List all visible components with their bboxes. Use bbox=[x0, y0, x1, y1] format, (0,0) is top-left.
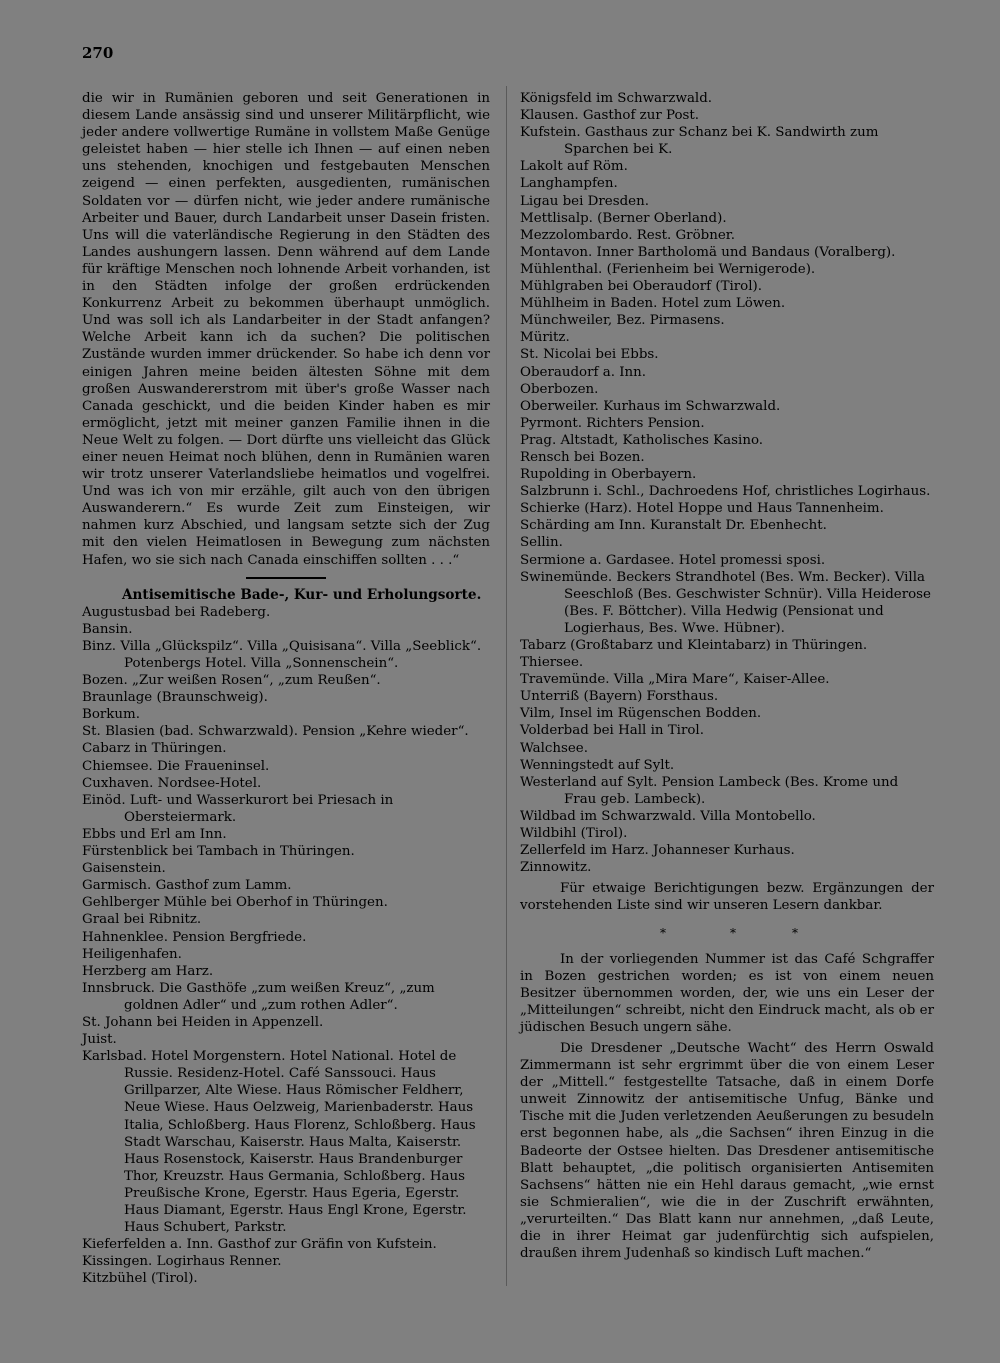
resort-entry: Ebbs und Erl am Inn. bbox=[82, 826, 227, 842]
resort-entry: Travemünde. Villa „Mira Mare“, Kaiser-Allee. bbox=[520, 672, 830, 688]
resort-entry: Cuxhaven. Nordsee-Hotel. bbox=[82, 775, 262, 791]
resort-entry: Wildbihl (Tirol). bbox=[520, 826, 628, 842]
resort-entry: Walchsee. bbox=[520, 740, 588, 756]
resort-entry: Oberbozen. bbox=[520, 381, 599, 397]
resort-list-right bbox=[520, 90, 934, 876]
resort-entry: Wildbad im Schwarzwald. Villa Montobello. bbox=[520, 808, 816, 824]
resort-entry: Schierke (Harz). Hotel Hoppe und Haus Tannenheim. bbox=[520, 501, 884, 517]
resort-entry: St. Johann bei Heiden in Appenzell. bbox=[82, 1014, 324, 1030]
resort-entry: Kufstein. Gasthaus zur Schanz bei K. Sandwirth zum Sparchen bei K. bbox=[520, 125, 879, 158]
separator-star: * bbox=[730, 925, 736, 940]
resort-entry: Wenningstedt auf Sylt. bbox=[520, 757, 675, 773]
resort-entry: Bansin. bbox=[82, 621, 133, 637]
resort-entry: Sermione a. Gardasee. Hotel promessi sposi. bbox=[520, 552, 826, 568]
resort-entry: Schärding am Inn. Kuranstalt Dr. Ebenhecht. bbox=[520, 518, 827, 534]
resort-entry: Mettlisalp. (Berner Oberland). bbox=[520, 210, 727, 226]
intro-paragraph: die wir in Rumänien geboren und seit Generationen in diesem Lande ansässig sind und unserer Militärpflicht, wie jeder andere vollwertige Rumäne in vollstem Maße Genüge geleistet haben — hier stelle ich Ihnen — auf einen neben uns stehenden, knochigen und festgebauten Menschen zeigend — einen perfekten, ausgedienten, rumänischen Soldaten vor — dürfen nicht, wie jeder andere rumänische Arbeiter und Bauer, durch Landarbeit unser Dasein fristen. Uns will die vaterländische Regierung in den Städten des Landes aushungern lassen. Denn während auf dem Lande für kräftige Menschen noch lohnende Arbeit vorhanden, ist in den Städten infolge der großen erdrückenden Konkurrenz Arbeit zu bekommen überhaupt unmöglich. Und was soll ich als Landarbeiter in der Stadt anfangen? Welche Arbeit kann ich da suchen? Die politischen Zustände wurden immer drückender. So habe ich denn vor einigen Jahren meine beiden ältesten Söhne mit dem großen Auswandererstrom mit über's große Wasser nach Canada geschickt, und die beiden Kinder haben es mir ermöglicht, jetzt mit meiner ganzen Familie ihnen in die Neue Welt zu folgen. — Dort dürfte uns vielleicht das Glück einer neuen Heimat noch blühen, denn in Rumänien waren wir trotz unserer Vaterlandsliebe heimatlos und vogelfrei. Und was ich von mir erzähle, gilt auch von den übrigen Auswanderern.“ Es wurde Zeit zum Einsteigen, wir nahmen kurz Abschied, und langsam setzte sich der Zug mit den vielen Heimatlosen in Bewegung zum nächsten Hafen, wo sie sich nach Canada einschiffen sollten . . .“ bbox=[82, 91, 490, 568]
resort-entry: Münchweiler, Bez. Pirmasens. bbox=[520, 313, 725, 329]
news-paragraph-cafe: In der vorliegenden Nummer ist das Café Schgraffer in Bozen gestrichen worden; es ist von einem neuen Besitzer übernommen worden, der, wie uns ein Leser der „Mitteilungen“ schreibt, nicht den Eindruck macht, als ob er jüdischen Besuch ungern sähe. bbox=[520, 951, 934, 1035]
resort-entry: Karlsbad. Hotel Morgenstern. Hotel National. Hotel de Russie. Residenz-Hotel. Café Sanssouci. Haus Grillparzer, Alte Wiese. Haus Römischer Feldherr, Neue Wiese. Haus Oelzweig, Marienbaderstr. Haus Italia, Schloßberg. Haus Florenz, Schloßberg. Haus Stadt Warschau, Kaiserstr. Haus Malta, Kaiserstr. Haus Rosenstock, Kaiserstr. Haus Brandenburger Thor, Kreuzstr. Haus Germania, Schloßberg. Haus Preußische Krone, Egerstr. Haus Egeria, Egerstr. Haus Diamant, Egerstr. Haus Engl Krone, Egerstr. Haus Schubert, Parkstr. bbox=[82, 1049, 476, 1236]
resort-entry: Vilm, Insel im Rügenschen Bodden. bbox=[520, 706, 762, 722]
resort-entry: Pyrmont. Richters Pension. bbox=[520, 415, 705, 431]
resort-list-left bbox=[82, 604, 490, 1288]
section-heading: Antisemitische Bade-, Kur- und Erholungsorte. bbox=[122, 586, 482, 603]
resort-entry: Oberaudorf a. Inn. bbox=[520, 364, 647, 380]
resort-entry: Mühlgraben bei Oberaudorf (Tirol). bbox=[520, 279, 763, 295]
resort-entry: Borkum. bbox=[82, 707, 140, 723]
resort-entry: Einöd. Luft- und Wasserkurort bei Priesach in Obersteiermark. bbox=[82, 792, 394, 825]
resort-entry: St. Blasien (bad. Schwarzwald). Pension „Kehre wieder“. bbox=[82, 724, 469, 740]
resort-entry: Fürstenblick bei Tambach in Thüringen. bbox=[82, 844, 355, 860]
resort-entry: Zellerfeld im Harz. Johanneser Kurhaus. bbox=[520, 843, 795, 859]
resort-entry: Prag. Altstadt, Katholisches Kasino. bbox=[520, 432, 764, 448]
resort-entry: Mezzolombardo. Rest. Gröbner. bbox=[520, 227, 735, 243]
resort-entry: Tabarz (Großtabarz und Kleintabarz) in Thüringen. bbox=[520, 638, 868, 653]
resort-entry: Kieferfelden a. Inn. Gasthof zur Gräfin von Kufstein. bbox=[82, 1237, 437, 1253]
resort-entry: Graal bei Ribnitz. bbox=[82, 912, 202, 928]
resort-entry: Kissingen. Logirhaus Renner. bbox=[82, 1254, 282, 1270]
resort-entry: Langhampfen. bbox=[520, 176, 618, 192]
resort-entry: Augustusbad bei Radeberg. bbox=[82, 604, 271, 620]
resort-entry: Binz. Villa „Glückspilz“. Villa „Quisisana“. Villa „Seeblick“. Potenbergs Hotel. Villa „Sonnenschein“. bbox=[82, 638, 482, 671]
resort-entry: St. Nicolai bei Ebbs. bbox=[520, 347, 659, 363]
resort-entry: Cabarz in Thüringen. bbox=[82, 741, 227, 757]
resort-entry: Juist. bbox=[82, 1032, 117, 1048]
resort-entry: Kitzbühel (Tirol). bbox=[82, 1271, 198, 1287]
resort-entry: Mühlenthal. (Ferienheim bei Wernigerode). bbox=[520, 261, 816, 277]
resort-entry: Innsbruck. Die Gasthöfe „zum weißen Kreuz“, „zum goldnen Adler“ und „zum rothen Adler“. bbox=[82, 980, 435, 1013]
page-number: 270 bbox=[82, 44, 114, 62]
separator-star: * bbox=[660, 925, 666, 940]
resort-entry: Ligau bei Dresden. bbox=[520, 193, 649, 209]
resort-entry: Swinemünde. Beckers Strandhotel (Bes. Wm. Becker). Villa Seeschloß (Bes. Geschwister Schnür). Villa Heiderose (Bes. F. Böttcher). Villa Hedwig (Pensionat und Logierhaus, Bes. Wwe. Hübner). bbox=[520, 569, 931, 636]
resort-entry: Garmisch. Gasthof zum Lamm. bbox=[82, 878, 292, 894]
closing-note: Für etwaige Berichtigungen bezw. Ergänzungen der vorstehenden Liste sind wir unseren Lesern dankbar. bbox=[520, 881, 934, 914]
resort-entry: Braunlage (Braunschweig). bbox=[82, 690, 268, 706]
resort-entry: Königsfeld im Schwarzwald. bbox=[520, 91, 713, 106]
resort-entry: Gaisenstein. bbox=[82, 861, 166, 877]
resort-entry: Oberweiler. Kurhaus im Schwarzwald. bbox=[520, 398, 781, 414]
resort-entry: Heiligenhafen. bbox=[82, 946, 182, 962]
news-paragraph-deutsche-wacht: Die Dresdener „Deutsche Wacht“ des Herrn Oswald Zimmermann ist sehr ergrimmt über die von einem Leser der „Mittell.“ festgestellte Tatsache, daß in einem Dorfe unweit Zinnowitz der antisemitische Unfug, Bänke und Tische mit die Juden verletzenden Aeußerungen zu besudeln erst begonnen habe, als „die Sachsen“ ihren Einzug in die Badeorte der Ostsee hielten. Das Dresdener antisemitische Blatt behauptet, „die politisch organisierten Antisemiten Sachsens“ hätten nie ein Hehl daraus gemacht, „wie ernst sie Schmieralien“, wie die in der Zuschrift erwähnten, „verurteilten.“ Das Blatt kann nur annehmen, „daß Leute, die in ihrer Heimat gar judenfürchtig sich aufspielen, draußen ihrem Judenhaß so kindisch Luft machen.“ bbox=[520, 1040, 934, 1262]
resort-entry: Volderbad bei Hall in Tirol. bbox=[520, 723, 704, 739]
resort-entry: Chiemsee. Die Fraueninsel. bbox=[82, 758, 270, 774]
column-gutter bbox=[506, 86, 507, 1286]
section-divider bbox=[246, 577, 326, 579]
resort-entry: Rupolding in Oberbayern. bbox=[520, 467, 697, 483]
resort-entry: Müritz. bbox=[520, 330, 570, 346]
resort-entry: Lakolt auf Röm. bbox=[520, 159, 628, 175]
resort-entry: Unterriß (Bayern) Forsthaus. bbox=[520, 689, 719, 705]
resort-entry: Rensch bei Bozen. bbox=[520, 449, 645, 465]
resort-entry: Klausen. Gasthof zur Post. bbox=[520, 108, 700, 124]
resort-entry: Thiersee. bbox=[520, 655, 584, 671]
resort-entry: Salzbrunn i. Schl., Dachroedens Hof, christliches Logirhaus. bbox=[520, 484, 931, 500]
resort-entry: Zinnowitz. bbox=[520, 860, 592, 876]
resort-entry: Bozen. „Zur weißen Rosen“, „zum Reußen“. bbox=[82, 673, 381, 689]
star-separator bbox=[520, 921, 934, 947]
resort-entry: Gehlberger Mühle bei Oberhof in Thüringen. bbox=[82, 895, 388, 911]
resort-entry: Hahnenklee. Pension Bergfriede. bbox=[82, 929, 307, 945]
resort-entry: Westerland auf Sylt. Pension Lambeck (Bes. Krome und Frau geb. Lambeck). bbox=[520, 774, 899, 807]
right-column bbox=[520, 90, 934, 1266]
separator-star: * bbox=[792, 925, 798, 940]
resort-entry: Montavon. Inner Bartholomä und Bandaus (Voralberg). bbox=[520, 244, 896, 260]
resort-entry: Sellin. bbox=[520, 535, 563, 551]
resort-entry: Herzberg am Harz. bbox=[82, 963, 214, 979]
left-column bbox=[82, 90, 490, 1287]
resort-entry: Mühlheim in Baden. Hotel zum Löwen. bbox=[520, 296, 786, 312]
